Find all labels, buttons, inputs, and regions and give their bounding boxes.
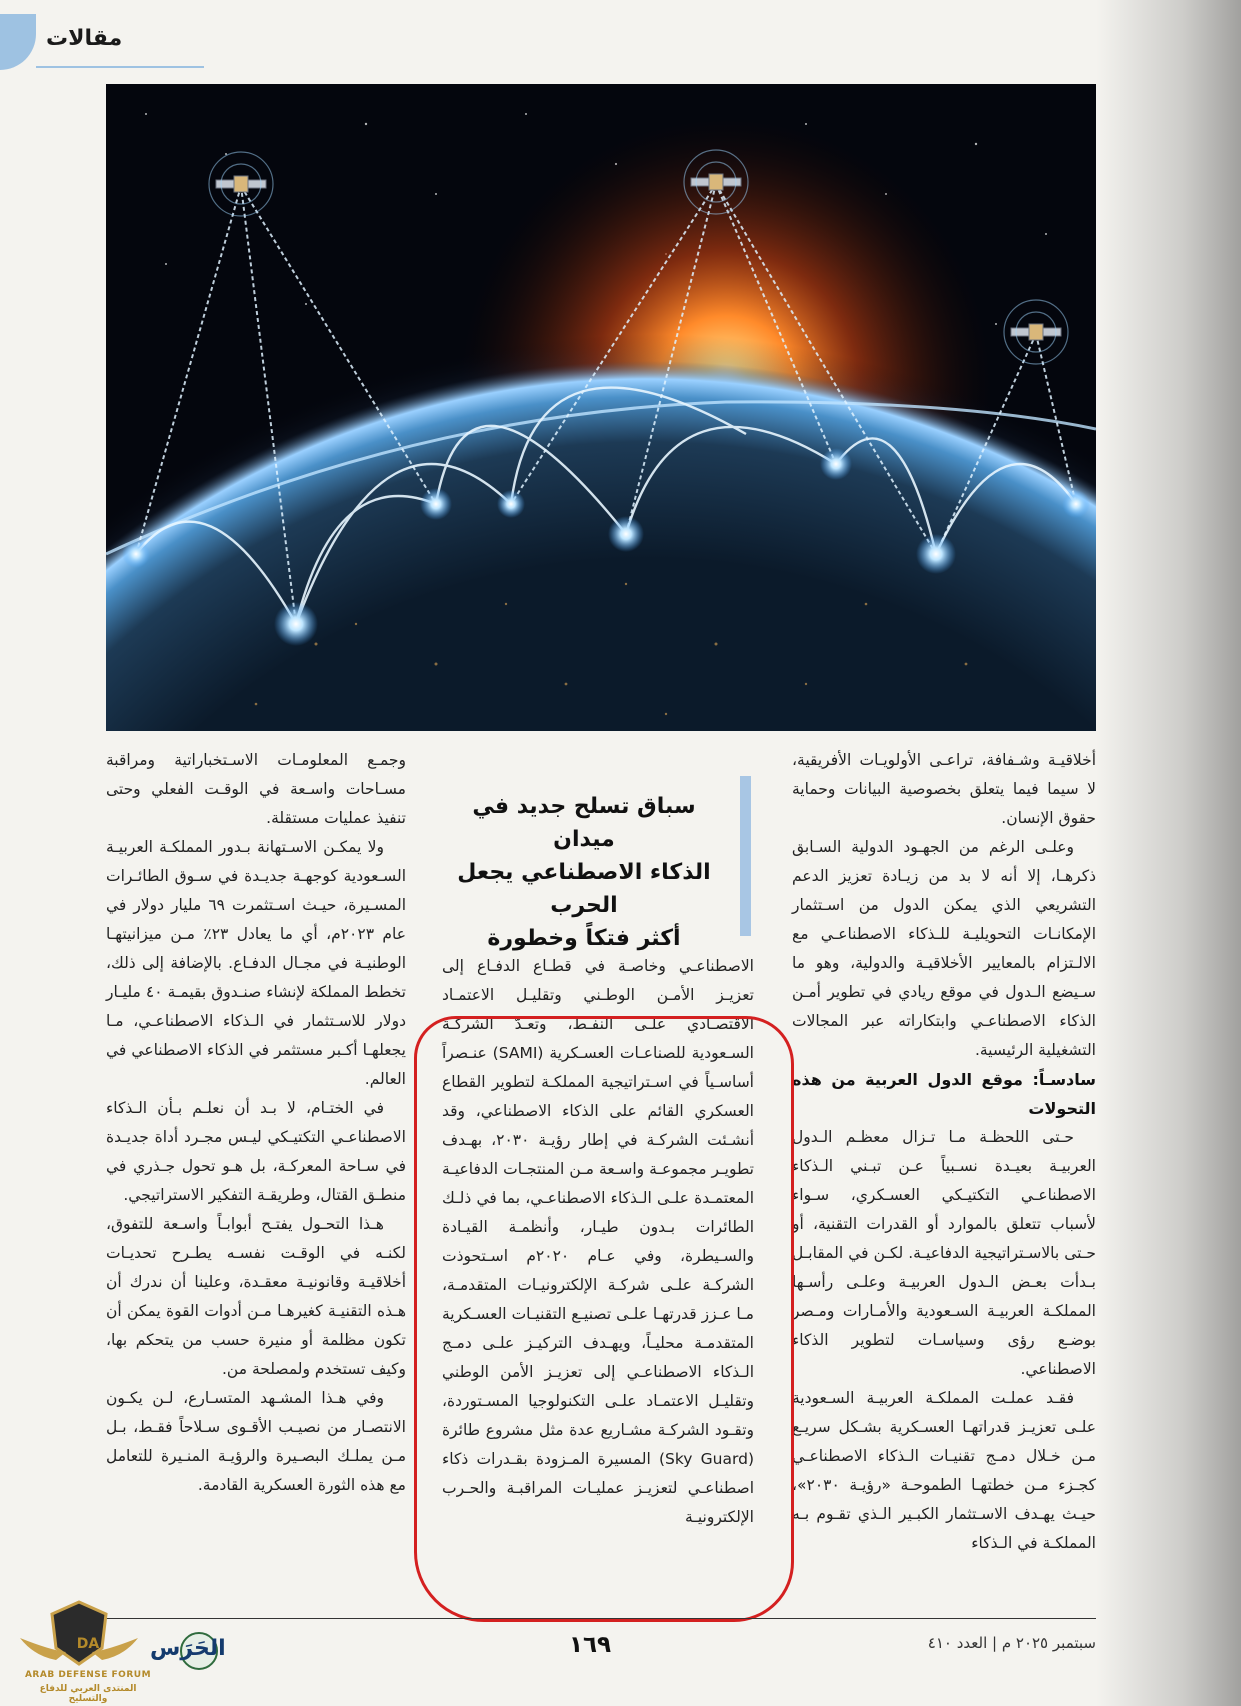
hero-image — [106, 84, 1096, 731]
paragraph: في الختـام، لا بـد أن نعلـم بـأن الـذكاء الاصطناعـي التكتيـكي ليـس مجـرد أداة جديـدة في سـاحة المعركـة، بل هـو تحول جـذري في منطـق القتال، وطريقـة التفكير الاستراتيجي. — [106, 1099, 406, 1204]
column-left — [106, 746, 406, 1500]
watermark-monogram: DA — [76, 1636, 100, 1652]
page-edge-shadow — [1096, 0, 1241, 1706]
watermark-subtitle: المنتدى العربي للدفاع والتسليح — [39, 1684, 137, 1704]
issue-info: سبتمبر ٢٠٢٥ م | العدد ٤١٠ — [927, 1634, 1096, 1652]
paragraph: وجمـع المعلومـات الاسـتخباراتية ومراقبة مسـاحات واسـعة في الوقـت الفعلي وحتى تنفيذ عمليات مستقلة. — [106, 751, 406, 827]
section-tab — [0, 14, 36, 70]
headline-line: سباق تسلح جديد في ميدان — [472, 794, 696, 852]
paragraph: أخلاقيـة وشـفافة، تراعـى الأولويـات الأفريقية، لا سيما فيما يتعلق بخصوصية البيانات وحماية حقوق الإنسان. — [792, 751, 1096, 827]
page-number: ١٦٩ — [568, 1632, 612, 1658]
paragraph: ولا يمكـن الاسـتهانة بـدور المملكـة العربيـة السـعودية كوجهـة جديـدة في سـوق الطائـرات المسـيرة، حيـث اسـتثمرت ٦٩ مليار دولار في عام ٢٠٢٣م، أي ما يعادل ٢٣٪ مـن ميزانيتهـا الوطنيـة في مجـال الدفـاع. بالإضافة إلى ذلك، تخطط المملكة لإنشاء صنـدوق بقيمـة ٤٠ مليـار دولار للاسـتثمار في الـذكاء الاصطناعـي، مـا يجعلهـا أكـبر مستثمر في الذكاء الاصطناعي في العالم. — [106, 838, 407, 1088]
watermark-title: ARAB DEFENSE FORUM — [24, 1670, 152, 1680]
headline-line: الذكاء الاصطناعي يجعل الحرب — [457, 860, 711, 918]
paragraph: وعلـى الرغم من الجهـود الدولية السـابق ذكرهـا، إلا أنه لا بد من زيـادة تعزيز الدعم التشريعي الذي يمكن الدول من اسـتثمار الإمكانـات التحويليـة للـذكاء الاصطناعـي مع الالـتزام بالمعايير الأخلاقيـة والدولية، وهو ما سـيضع الـدول في موقع ريادي في تطوير أمـن الذكاء الاصطناعـي وابتكاراته عبر المجالات التشغيلية الرئيسية. — [792, 838, 1096, 1059]
paragraph: الاصطناعـي وخاصـة في قطـاع الدفـاع إلى تعزيـز الأمـن الوطـني وتقليـل الاعتمـاد الاقتصـادي علـى النفـط، وتعـدّ الشركـة السـعودية للصناعـات العسـكرية (SAMI) عنـصراً أساسـياً في اسـتراتيجية المملكـة لتطوير القطاع العسكري القائم على الذكاء الاصطناعي، وقد أنشـئت الشركـة في إطار رؤيـة ٢٠٣٠، بهـدف تطويـر مجموعـة واسـعة مـن المنتجـات الدفاعيـة المعتمـدة علـى الـذكاء الاصطناعـي، بما في ذلـك الطائرات بـدون طيـار، وأنظمـة القيـادة والسـيطرة، وفي عـام ٢٠٢٠م اسـتحوذت الشركـة علـى شركـة الإلكترونيـات المتقدمـة، مـا عـزز قدرتهـا علـى تصنيـع التقنيـات العسـكرية المتقدمـة محليـاً، ويهـدف التركيـز علـى دمـج الـذكاء الاصطناعـي إلى تعزيـز الأمن الوطني وتقليـل الاعتمـاد علـى التكنولوجيا المسـتوردة، وتقـود الشركـة مشـاريع عدة مثل مشروع طائرة (Sky Guard) المسيرة المـزودة بقـدرات ذكاء اصطناعـي لتعزيـز عمليـات المراقبـة والحـرب الإلكترونيـة — [442, 957, 755, 1526]
headline-accent-bar — [740, 776, 751, 936]
section-underline — [36, 66, 204, 68]
paragraph: هـذا التحـول يفتـح أبوابـاً واسـعة للتفوق، لكنـه في الوقـت نفسـه يطـرح تحديـات أخلاقيـة وقانونيـة معقـدة، وعلينا أن ندرك أن هـذه التقنيـة كغيرهـا مـن أدوات القوة يمكن أن تكون مظلمة أو منيرة حسب من يتحكم بها، وكيف تستخدم ولمصلحة من. — [106, 1215, 406, 1378]
paragraph: وفي هـذا المشـهد المتسـارع، لـن يكـون الانتصـار من نصيـب الأقـوى سـلاحاً فقـط، بـل مـن يملـك البصـيرة والرؤيـة المنـيرة للتعامل مع هذه الثورة العسكرية القادمة. — [106, 1389, 406, 1494]
headline-line: أكثر فتكاً وخطورة — [487, 926, 681, 951]
watermark-logo — [10, 1598, 152, 1704]
subheading: سادسـاً: موقع الدول العربية من هذه التحولات — [792, 1070, 1096, 1118]
paragraph: حـتى اللحظـة مـا تـزال معظـم الـدول العربيـة بعيـدة نسـبياً عـن تبـني الـذكاء الاصطناعـي التكتيـكي العسـكري، سـواء لأسباب تتعلق بالموارد أو القدرات التقنية، أو حـتى بالاسـتراتيجية الدفاعيـة. لكـن في المقابـل بـدأت بعـض الـدول العربيـة وعلـى رأسـها المملكـة العربيـة السـعودية والأمـارات ومـصر بوضـع رؤى وسياسـات لتطوير الذكاء الاصطناعي. — [792, 1128, 1096, 1378]
article-headline — [440, 790, 728, 955]
magazine-brand: الحَرَس — [150, 1636, 226, 1661]
section-title: مقالات — [46, 26, 123, 51]
footer-rule — [106, 1618, 1096, 1619]
paragraph: فقـد عملـت المملكـة العربيـة السـعودية علـى تعزيـز قدراتهـا العسـكرية بشـكل سريـع مـن خـلال دمـج تقنيـات الـذكاء الاصطناعـي كجـزء مـن خطتهـا الطموحـة «رؤيـة ٢٠٣٠»، حيـث يهـدف الاسـتثمار الكبـير الـذي تقـوم بـه المملكـة في الـذكاء — [792, 1389, 1096, 1552]
column-right — [792, 746, 1096, 1558]
column-middle — [442, 952, 754, 1532]
